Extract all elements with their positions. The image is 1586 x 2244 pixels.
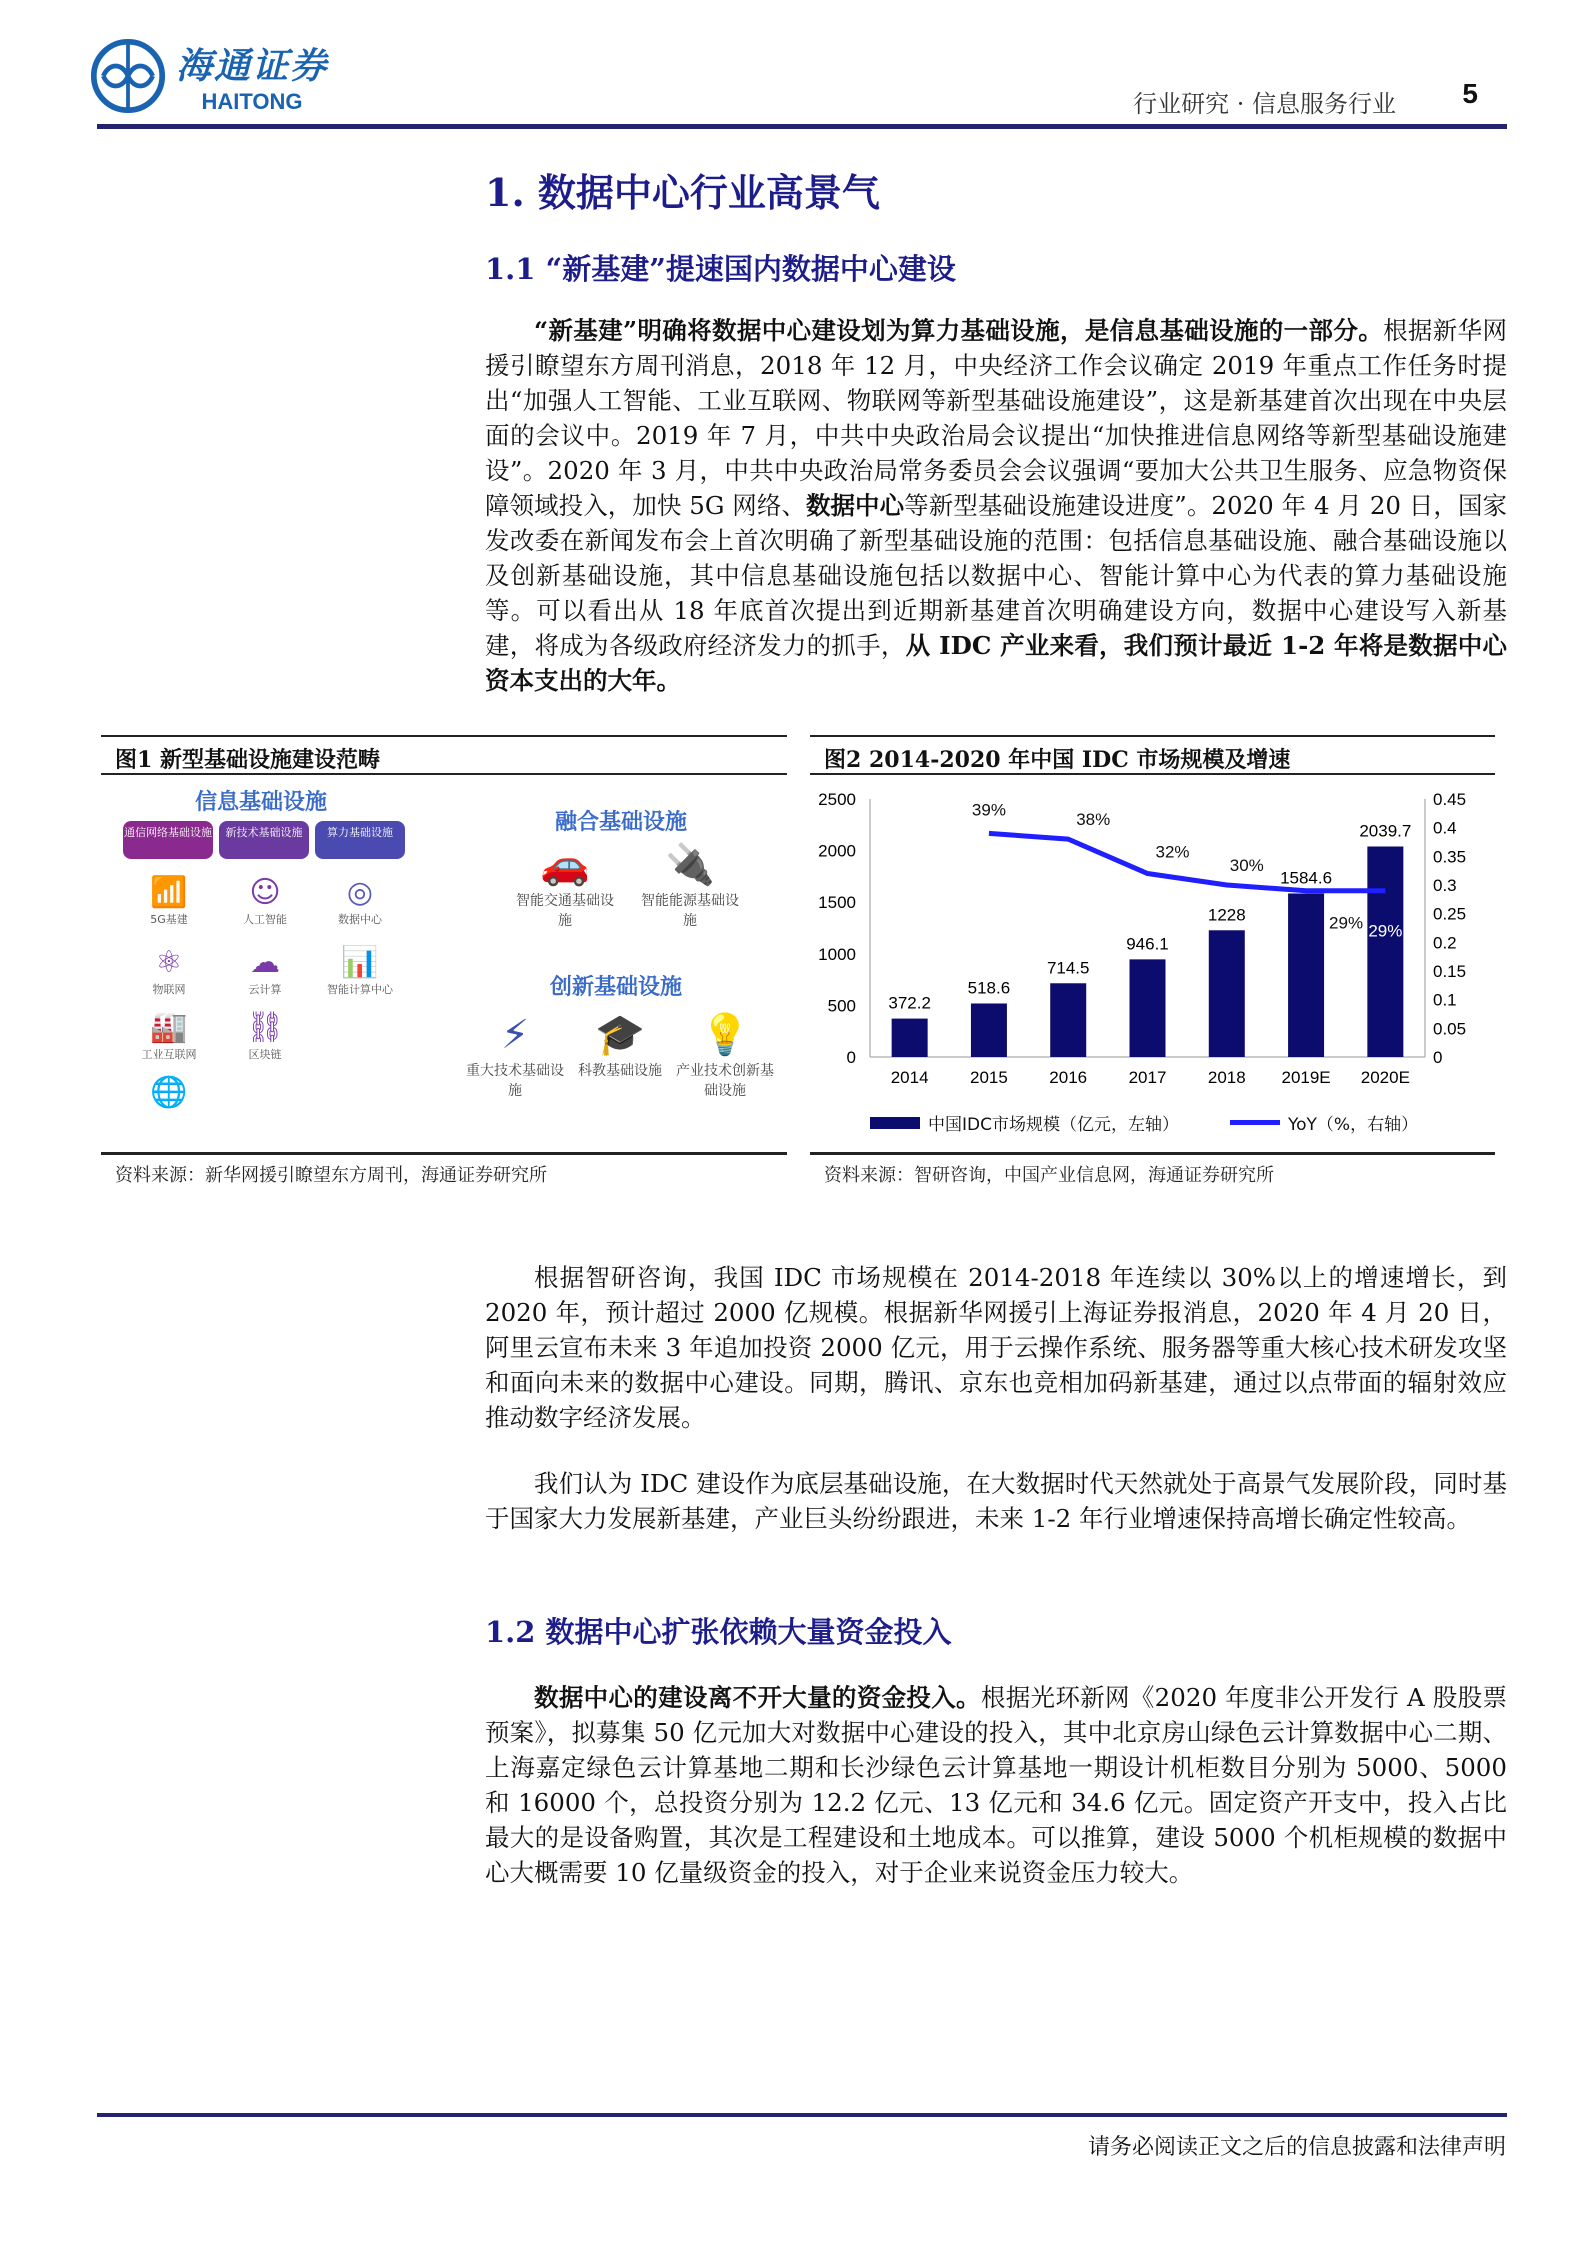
y-left-tick: 0	[846, 1048, 856, 1067]
paragraph-2: 根据智研咨询，我国 IDC 市场规模在 2014-2018 年连续以 30%以上的增速增长，到 2020 年，预计超过 2000 亿规模。根据新华网援引上海证券报消息，2020 年 4 月 20 日，阿里云宣布未来 3 年追加投资 2000 亿元，用于云操作系统、服务器等重大核心技术研发攻坚和面向未来的数据中心建设。同期，腾讯、京东也竞相加码新基建，通过以点带面的辐射效应推动数字经济发展。	[485, 1263, 1507, 1432]
y-left-tick: 500	[827, 996, 856, 1016]
bar-value-label: 518.6	[967, 978, 1011, 998]
network-nodes-icon: ⚛	[155, 945, 183, 980]
p4-text: 根据光环新网《2020 年度非公开发行 A 股股票预案》，拟募集 50 亿元加大对数据中心建设的投入，其中北京房山绿色云计算数据中心二期、上海嘉定绿色云计算基地二期和长沙绿色云计算基地一期设计机柜数目分别为 5000、5000 和 16000 个，总投资分别为 12.2 亿元、13 亿元和 34.6 亿元。固定资产开支中，投入占比最大的是设备购置，其次是工程建设和土地成本。可以推算，建设 5000 个机柜规模的数据中心大概需要 10 亿量级资金的投入，对于企业来说资金压力较大。	[485, 1683, 1508, 1887]
y-right-tick: 0.45	[1433, 790, 1467, 809]
cloud-gear-icon: ☁	[250, 945, 280, 980]
figure-2-title: 图2 2014-2020 年中国 IDC 市场规模及增速	[810, 735, 1495, 775]
chain-link-icon: ⛓	[245, 1010, 285, 1045]
item-smart-computing: 📊 智能计算中心	[320, 945, 400, 997]
bar-value-label: 714.5	[1046, 958, 1090, 978]
figure-2-source: 资料来源：智研咨询，中国产业信息网，海通证券研究所	[810, 1152, 1495, 1193]
y-right-tick: 0	[1433, 1048, 1443, 1067]
bar-2018	[1209, 930, 1245, 1057]
subsection-title-1-2: 1.2 数据中心扩张依赖大量资金投入	[485, 1615, 952, 1649]
power-tower-icon: ⚡	[500, 1012, 530, 1058]
legend-line: YoY（%，右轴）	[1230, 1110, 1418, 1135]
y-right-tick: 0.05	[1433, 1019, 1467, 1039]
item-industrial-internet: 🏭 工业互联网	[129, 1010, 209, 1062]
footer-divider	[97, 2113, 1507, 2117]
p1-bold-end: 从 IDC 产业来看，我们预计最近 1-2 年将是数据中心资本支出的大年。	[485, 631, 1508, 695]
bar-value-label: 372.2	[888, 993, 931, 1013]
x-tick-label: 2019E	[1281, 1068, 1331, 1087]
bar-2016	[1050, 983, 1086, 1057]
item-cloud: ☁ 云计算	[225, 945, 305, 997]
bar-value-label: 1228	[1207, 905, 1246, 925]
logo-cn: 海通证券	[176, 44, 329, 87]
bar-chart-icon: 📊	[341, 945, 379, 980]
infrastructure-diagram	[115, 785, 785, 1145]
x-tick-label: 2018	[1207, 1068, 1246, 1087]
lightbulb-icon: 💡	[700, 1012, 750, 1058]
item-globe	[129, 1075, 209, 1111]
x-tick-label: 2017	[1128, 1068, 1167, 1087]
location-pin-icon: ◎	[346, 875, 374, 910]
yoy-label: 29%	[1329, 913, 1364, 933]
bar-value-label: 1584.6	[1280, 868, 1333, 888]
x-tick-label: 2014	[890, 1068, 929, 1087]
haitong-logo	[90, 36, 370, 116]
bar-value-label: 2039.7	[1359, 821, 1412, 841]
item-iot: ⚛ 物联网	[129, 945, 209, 997]
bar-2017	[1130, 959, 1166, 1057]
antenna-icon: 📶	[150, 875, 188, 910]
bar-2015	[971, 1003, 1007, 1057]
header-section: 行业研究 · 信息服务行业	[1133, 90, 1396, 118]
legend-bar-swatch	[870, 1117, 920, 1129]
factory-icon: 🏭	[150, 1010, 188, 1045]
pill-new-tech: 新技术基础设施	[219, 821, 309, 859]
y-left-tick: 1500	[818, 893, 856, 913]
paragraph-4	[485, 1680, 1507, 1890]
car-icon: 🚗	[540, 842, 590, 888]
y-right-tick: 0.35	[1433, 847, 1467, 867]
p1-bold-lead: “新基建”明确将数据中心建设划为算力基础设施，是信息基础设施的一部分。	[534, 316, 1384, 345]
graduation-cap-icon: 🎓	[595, 1012, 645, 1058]
yoy-label: 38%	[1076, 810, 1111, 830]
item-ai: ☺ 人工智能	[225, 875, 305, 927]
x-tick-label: 2015	[970, 1068, 1008, 1087]
pill-communication: 通信网络基础设施	[123, 821, 213, 859]
figure-1	[101, 735, 787, 1195]
item-major-tech: ⚡ 重大技术基础设施	[466, 1012, 564, 1099]
y-right-tick: 0.4	[1433, 818, 1457, 838]
yoy-label: 32%	[1155, 842, 1190, 862]
legend-bar: 中国IDC市场规模（亿元，左轴）	[870, 1110, 1179, 1135]
p1-text-b: 等新型基础设施建设进度”。2020 年 4 月 20 日，国家发改委在新闻发布会上首次明确了新型基础设施的范围：包括信息基础设施、融合基础设施以及创新基础设施，其中信息基础设施包括以数据中心、智能计算中心为代表的算力基础设施等。可以看出从 18 年底首次提出到近期新基建首次明确建设方向，数据中心建设写入新基建，将成为各级政府经济发力的抓手，	[485, 491, 1508, 660]
p1-text-a: 根据新华网援引瞭望东方周刊消息，2018 年 12 月，中央经济工作会议确定 2019 年重点工作任务时提出“加强人工智能、工业互联网、物联网等新型基础设施建设”，这是新基建首次出现在中央层面的会议中。2019 年 7 月，中共中央政治局会议提出“加快推进信息网络等新型基础设施建设”。2020 年 3 月，中共中央政治局常务委员会会议强调“要加大公共卫生服务、应急物资保障领域投入，加快 5G 网络、	[485, 316, 1507, 520]
innovation-infra-title: 创新基础设施	[550, 975, 683, 1000]
item-5g: 📶 5G基建	[129, 875, 209, 927]
y-right-tick: 0.25	[1433, 904, 1467, 924]
yoy-label: 39%	[971, 800, 1006, 820]
bar-2014	[892, 1019, 928, 1057]
logo-en: HAITONG	[201, 88, 303, 114]
ai-head-icon: ☺	[249, 875, 281, 910]
item-datacenter: ◎ 数据中心	[320, 875, 400, 927]
figure-1-title: 图1 新型基础设施建设范畴	[101, 735, 787, 775]
item-blockchain: ⛓ 区块链	[225, 1010, 305, 1062]
item-industrial-innovation: 💡 产业技术创新基础设施	[676, 1012, 774, 1099]
p1-bold-mid: 数据中心	[805, 491, 905, 520]
item-education: 🎓 科教基础设施	[570, 1010, 670, 1080]
y-right-tick: 0.2	[1433, 933, 1457, 953]
globe-icon: 🌐	[150, 1075, 188, 1110]
fusion-infra-title: 融合基础设施	[555, 810, 688, 835]
header-divider	[97, 124, 1507, 129]
section-title: 1. 数据中心行业高景气	[485, 170, 880, 215]
page-number: 5	[1462, 78, 1478, 109]
x-tick-label: 2016	[1049, 1068, 1088, 1087]
y-right-tick: 0.3	[1433, 876, 1457, 895]
y-right-tick: 0.15	[1433, 962, 1467, 981]
bar-2019E	[1288, 893, 1324, 1057]
y-right-tick: 0.1	[1433, 990, 1457, 1010]
plug-icon: 🔌	[665, 842, 715, 888]
bar-value-label: 946.1	[1126, 934, 1169, 954]
p4-bold-lead: 数据中心的建设离不开大量的资金投入。	[534, 1683, 981, 1712]
bar-2020E	[1367, 847, 1403, 1057]
figure-1-source: 资料来源：新华网援引瞭望东方周刊，海通证券研究所	[101, 1152, 787, 1193]
footer-disclaimer: 请务必阅读正文之后的信息披露和法律声明	[1087, 2135, 1506, 2160]
figure-2	[810, 735, 1495, 1195]
idc-market-chart	[810, 779, 1495, 1149]
yoy-label: 30%	[1229, 856, 1264, 875]
y-left-tick: 2500	[818, 790, 856, 809]
y-left-tick: 1000	[818, 944, 856, 964]
y-left-tick: 2000	[818, 841, 856, 861]
paragraph-1	[485, 313, 1507, 698]
legend-line-swatch	[1230, 1120, 1280, 1125]
pill-computing: 算力基础设施	[315, 821, 405, 859]
haitong-emblem-icon	[90, 38, 166, 114]
subsection-title-1-1: 1.1 “新基建”提速国内数据中心建设	[485, 252, 956, 286]
yoy-label: 29%	[1368, 921, 1403, 941]
paragraph-3: 我们认为 IDC 建设作为底层基础设施，在大数据时代天然就处于高景气发展阶段，同时基于国家大力发展新基建，产业巨头纷纷跟进，未来 1-2 年行业增速保持高增长确定性较高。	[485, 1469, 1507, 1533]
item-smart-traffic: 🚗 智能交通基础设施	[516, 842, 614, 929]
x-tick-label: 2020E	[1360, 1068, 1410, 1087]
item-smart-energy: 🔌 智能能源基础设施	[641, 842, 739, 929]
info-infra-title: 信息基础设施	[195, 790, 328, 815]
